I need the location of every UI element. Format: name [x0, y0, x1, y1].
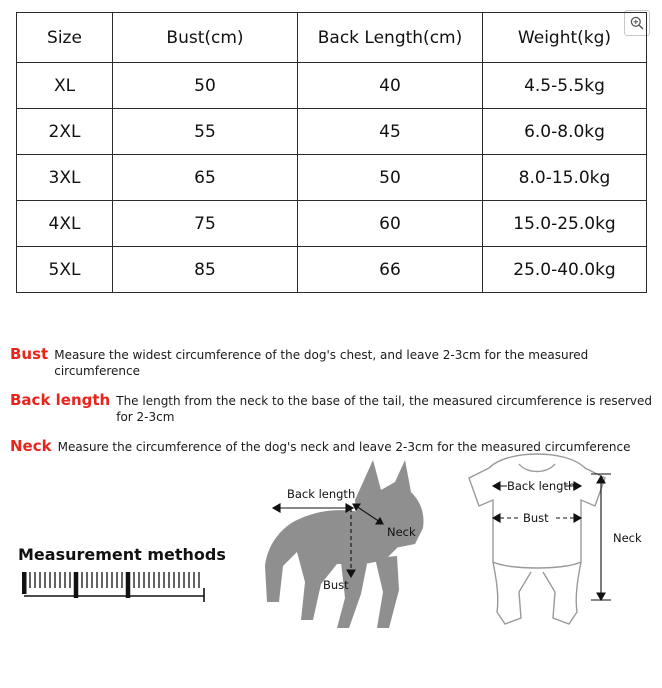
- table-row: [17, 63, 647, 109]
- dog-diagram: [245, 452, 445, 642]
- cell-bust: 75: [113, 201, 298, 247]
- column-header-bust: Bust(cm): [113, 13, 298, 63]
- definition-text: Measure the circumference of the dog's neck and leave 2-3cm for the measured circumference: [57, 440, 631, 455]
- column-header-back-length: Back Length(cm): [298, 13, 483, 63]
- cell-back-length: 66: [298, 247, 483, 293]
- svg-text:Neck: Neck: [613, 531, 642, 545]
- definition-text: The length from the neck to the base of the tail, the measured circumference is reserved for 2-3cm: [116, 394, 653, 424]
- cell-size: 5XL: [17, 247, 113, 293]
- cell-back-length: 60: [298, 201, 483, 247]
- definition-bust: [10, 345, 660, 379]
- svg-text:Neck: Neck: [387, 525, 416, 539]
- cell-weight: 25.0-40.0kg: [483, 247, 647, 293]
- svg-text:Bust: Bust: [323, 578, 349, 592]
- cell-weight: 6.0-8.0kg: [483, 109, 647, 155]
- definition-term: Back length: [10, 391, 111, 410]
- cell-bust: 50: [113, 63, 298, 109]
- table-row: [17, 201, 647, 247]
- definition-term: Bust: [10, 345, 49, 363]
- svg-text:Back length: Back length: [507, 479, 576, 493]
- size-table: [16, 12, 647, 293]
- measurement-methods-title: Measurement methods: [18, 545, 226, 564]
- table-row: [17, 109, 647, 155]
- definition-text: Measure the widest circumference of the dog's chest, and leave 2-3cm for the measured circumference: [54, 348, 589, 378]
- cell-size: 3XL: [17, 155, 113, 201]
- cell-size: 2XL: [17, 109, 113, 155]
- cell-weight: 8.0-15.0kg: [483, 155, 647, 201]
- cell-weight: 4.5-5.5kg: [483, 63, 647, 109]
- table-row: [17, 155, 647, 201]
- cell-back-length: 50: [298, 155, 483, 201]
- ruler-icon: [22, 568, 222, 608]
- cell-bust: 85: [113, 247, 298, 293]
- cell-bust: 55: [113, 109, 298, 155]
- svg-text:Bust: Bust: [523, 511, 549, 525]
- column-header-size: Size: [17, 13, 113, 63]
- table-row: [17, 247, 647, 293]
- garment-diagram: [445, 452, 650, 642]
- cell-back-length: 45: [298, 109, 483, 155]
- table-header-row: [17, 13, 647, 63]
- svg-text:Back length: Back length: [287, 487, 356, 501]
- cell-size: 4XL: [17, 201, 113, 247]
- cell-back-length: 40: [298, 63, 483, 109]
- definition-back-length: [10, 391, 660, 425]
- cell-weight: 15.0-25.0kg: [483, 201, 647, 247]
- definition-list: [10, 345, 660, 468]
- definition-term: Neck: [10, 437, 52, 456]
- cell-bust: 65: [113, 155, 298, 201]
- cell-size: XL: [17, 63, 113, 109]
- column-header-weight: Weight(kg): [483, 13, 647, 63]
